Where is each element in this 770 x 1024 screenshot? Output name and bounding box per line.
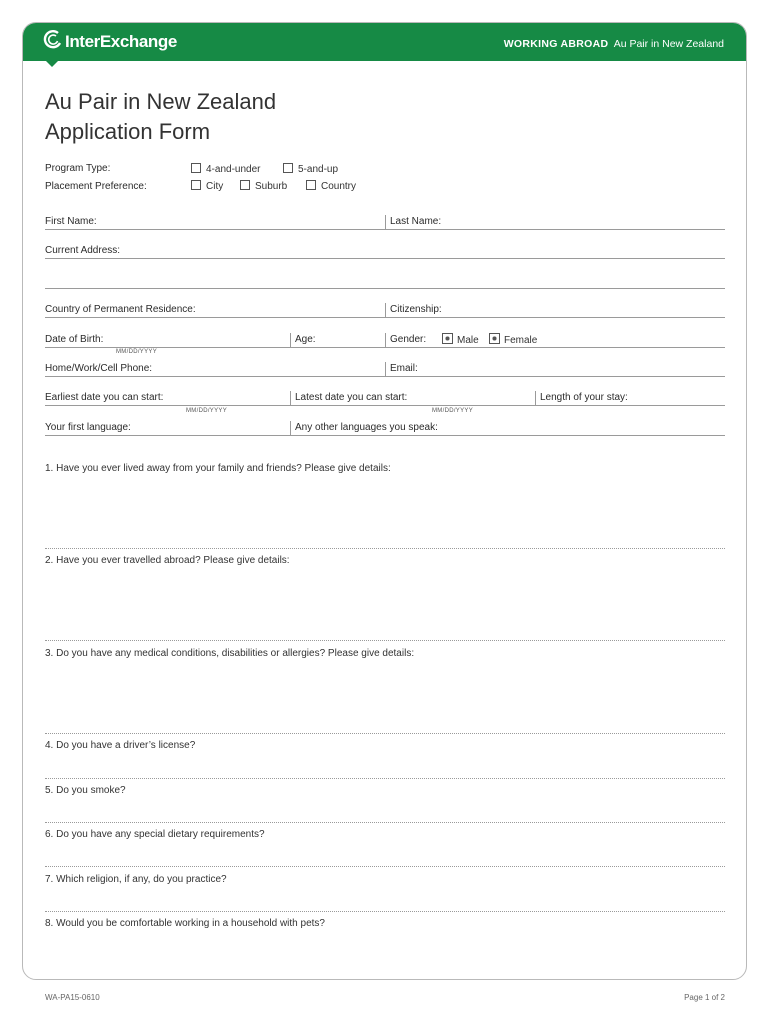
first-name-label: First Name: bbox=[45, 216, 97, 227]
email-label: Email: bbox=[390, 363, 418, 374]
answer-4-line[interactable] bbox=[45, 778, 725, 779]
question-3: 3. Do you have any medical conditions, disabilities or allergies? Please give details: bbox=[45, 648, 415, 659]
dates-field[interactable] bbox=[45, 405, 725, 406]
question-4: 4. Do you have a driver’s license? bbox=[45, 740, 196, 751]
footer-page: Page 1 of 2 bbox=[684, 993, 725, 1002]
option-suburb[interactable]: Suburb bbox=[240, 180, 287, 192]
answer-2-line[interactable] bbox=[45, 640, 725, 641]
title-line-1: Au Pair in New Zealand bbox=[45, 89, 277, 114]
languages-field[interactable] bbox=[45, 435, 725, 436]
phone-label: Home/Work/Cell Phone: bbox=[45, 363, 153, 374]
dob-age-gender-field[interactable] bbox=[45, 347, 725, 348]
divider bbox=[290, 421, 291, 435]
question-6: 6. Do you have any special dietary requirements? bbox=[45, 829, 265, 840]
citizenship-label: Citizenship: bbox=[390, 304, 442, 315]
option-5-and-up[interactable]: 5-and-up bbox=[283, 163, 338, 175]
checkbox-icon[interactable] bbox=[191, 163, 201, 173]
radio-icon[interactable] bbox=[442, 333, 453, 344]
gender-label: Gender: bbox=[390, 334, 427, 345]
current-address-field-1[interactable] bbox=[45, 258, 725, 259]
question-7: 7. Which religion, if any, do you practice? bbox=[45, 874, 227, 885]
checkbox-icon[interactable] bbox=[240, 180, 250, 190]
divider bbox=[290, 333, 291, 347]
question-2: 2. Have you ever travelled abroad? Please give details: bbox=[45, 555, 290, 566]
checkbox-icon[interactable] bbox=[283, 163, 293, 173]
earliest-start-label: Earliest date you can start: bbox=[45, 392, 164, 403]
dob-label: Date of Birth: bbox=[45, 334, 104, 345]
option-country[interactable]: Country bbox=[306, 180, 356, 192]
answer-6-line[interactable] bbox=[45, 866, 725, 867]
option-city[interactable]: City bbox=[191, 180, 223, 192]
first-language-label: Your first language: bbox=[45, 422, 131, 433]
earliest-hint: MM/DD/YYYY bbox=[186, 408, 228, 414]
divider bbox=[385, 303, 386, 317]
divider bbox=[385, 362, 386, 376]
placement-label: Placement Preference: bbox=[45, 181, 147, 192]
answer-3-line[interactable] bbox=[45, 733, 725, 734]
country-citizenship-field[interactable] bbox=[45, 317, 725, 318]
footer-code: WA-PA15-0610 bbox=[45, 993, 100, 1002]
header-right bbox=[504, 38, 724, 50]
interexchange-logo-icon bbox=[43, 29, 63, 49]
title-line-2: Application Form bbox=[45, 119, 211, 144]
answer-7-line[interactable] bbox=[45, 911, 725, 912]
option-4-and-under[interactable]: 4-and-under bbox=[191, 163, 260, 175]
divider bbox=[385, 215, 386, 229]
current-address-label: Current Address: bbox=[45, 245, 121, 256]
divider bbox=[290, 391, 291, 405]
checkbox-icon[interactable] bbox=[191, 180, 201, 190]
page-title bbox=[45, 87, 276, 147]
question-1: 1. Have you ever lived away from your family and friends? Please give details: bbox=[45, 463, 391, 474]
header-subtitle: Au Pair in New Zealand bbox=[613, 38, 724, 50]
radio-icon[interactable] bbox=[489, 333, 500, 344]
question-5: 5. Do you smoke? bbox=[45, 785, 126, 796]
gender-male[interactable]: Male bbox=[442, 333, 479, 346]
length-stay-label: Length of your stay: bbox=[540, 392, 628, 403]
age-label: Age: bbox=[295, 334, 316, 345]
dob-hint: MM/DD/YYYY bbox=[116, 349, 158, 355]
latest-hint: MM/DD/YYYY bbox=[432, 408, 474, 414]
header-section: WORKING ABROAD bbox=[503, 38, 609, 50]
answer-1-line[interactable] bbox=[45, 548, 725, 549]
question-8: 8. Would you be comfortable working in a household with pets? bbox=[45, 918, 325, 929]
program-type-label: Program Type: bbox=[45, 163, 111, 174]
latest-start-label: Latest date you can start: bbox=[295, 392, 408, 403]
other-languages-label: Any other languages you speak: bbox=[295, 422, 438, 433]
country-residence-label: Country of Permanent Residence: bbox=[45, 304, 196, 315]
divider bbox=[385, 333, 386, 347]
current-address-field-2[interactable] bbox=[45, 288, 725, 289]
last-name-label: Last Name: bbox=[390, 216, 442, 227]
gender-female[interactable]: Female bbox=[489, 333, 537, 346]
logo-text: InterExchange bbox=[65, 32, 177, 51]
checkbox-icon[interactable] bbox=[306, 180, 316, 190]
header-notch bbox=[45, 60, 59, 67]
answer-5-line[interactable] bbox=[45, 822, 725, 823]
first-last-name-field[interactable] bbox=[45, 229, 725, 230]
divider bbox=[535, 391, 536, 405]
phone-email-field[interactable] bbox=[45, 376, 725, 377]
